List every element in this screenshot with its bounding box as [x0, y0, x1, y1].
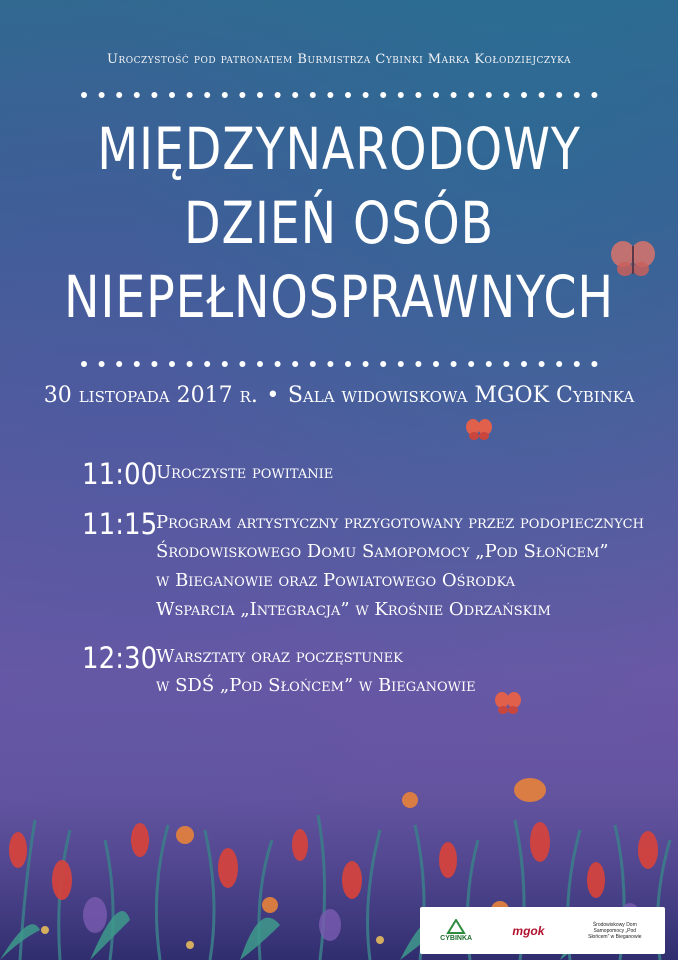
divider-dot	[468, 92, 474, 98]
dotted-divider-top	[80, 90, 600, 100]
divider-dot	[116, 92, 122, 98]
divider-dot	[134, 92, 140, 98]
schedule-line: w Bieganowie oraz Powiatowego Ośrodka	[156, 570, 516, 591]
divider-dot	[204, 92, 210, 98]
event-date: 30 listopada 2017 r.	[43, 383, 258, 408]
schedule-line: Uroczyste powitanie	[156, 462, 334, 483]
mgok-logo: mgok	[512, 923, 545, 938]
main-title	[0, 112, 678, 334]
divider-dot	[327, 361, 333, 367]
divider-dot	[521, 361, 527, 367]
schedule-line: Warsztaty oraz poczęstunek	[156, 646, 403, 667]
schedule	[82, 458, 662, 718]
divider-dot	[363, 92, 369, 98]
date-venue-line	[0, 383, 678, 408]
divider-dot	[415, 361, 421, 367]
schedule-time: 12:30	[82, 641, 158, 675]
schedule-description	[156, 458, 662, 490]
divider-dot	[398, 92, 404, 98]
divider-dot	[380, 361, 386, 367]
schedule-item	[82, 642, 662, 700]
divider-dot	[275, 361, 281, 367]
divider-dot	[151, 361, 157, 367]
divider-dot	[292, 361, 298, 367]
divider-dot	[99, 361, 105, 367]
divider-dot	[81, 92, 87, 98]
schedule-item	[82, 508, 662, 624]
schedule-description	[156, 508, 662, 624]
event-venue: Sala widowiskowa MGOK Cybinka	[287, 383, 635, 408]
divider-dot	[239, 92, 245, 98]
divider-dot	[169, 92, 175, 98]
butterfly-icon	[494, 690, 522, 716]
divider-dot	[81, 361, 87, 367]
dotted-divider-bottom	[80, 359, 600, 369]
sds-logo: Środowiskowy Dom Samopomocy „Pod Słońcem” w Bieganowie	[588, 921, 642, 940]
schedule-line: Wsparcia „Integracja” w Krośnie Odrzańskim	[156, 599, 551, 620]
schedule-time: 11:00	[82, 457, 158, 491]
divider-dot	[222, 92, 228, 98]
divider-dot	[204, 361, 210, 367]
divider-dot	[363, 361, 369, 367]
divider-dot	[275, 92, 281, 98]
schedule-item	[82, 458, 662, 490]
divider-dot	[556, 92, 562, 98]
schedule-line: w SDŚ „Pod Słońcem” w Bieganowie	[156, 675, 476, 696]
divider-dot	[539, 361, 545, 367]
divider-dot	[574, 92, 580, 98]
divider-dot	[99, 92, 105, 98]
title-line-2: DZIEŃ OSÓB	[184, 189, 494, 257]
sponsor-logos	[420, 907, 665, 954]
divider-dot	[591, 92, 597, 98]
divider-dot	[521, 92, 527, 98]
title-line-1: MIĘDZYNARODOWY	[97, 115, 581, 183]
schedule-line: Program artystyczny przygotowany przez podopiecznych	[156, 512, 644, 533]
divider-dot	[222, 361, 228, 367]
divider-dot	[187, 361, 193, 367]
butterfly-icon	[466, 418, 492, 442]
divider-dot	[187, 92, 193, 98]
divider-dot	[415, 92, 421, 98]
divider-dot	[539, 92, 545, 98]
divider-dot	[398, 361, 404, 367]
title-line-3: NIEPEŁNOSPRAWNYCH	[63, 263, 615, 331]
divider-dot	[116, 361, 122, 367]
divider-dot	[433, 361, 439, 367]
divider-dot	[503, 92, 509, 98]
divider-dot	[380, 92, 386, 98]
divider-dot	[574, 361, 580, 367]
divider-dot	[310, 92, 316, 98]
divider-dot	[451, 361, 457, 367]
divider-dot	[134, 361, 140, 367]
schedule-description	[156, 642, 662, 700]
divider-dot	[433, 92, 439, 98]
divider-dot	[257, 361, 263, 367]
separator-dot: •	[266, 383, 280, 408]
divider-dot	[468, 361, 474, 367]
divider-dot	[310, 361, 316, 367]
divider-dot	[556, 361, 562, 367]
divider-dot	[151, 92, 157, 98]
patronage-line: Uroczystość pod patronatem Burmistrza Cybinki Marka Kołodziejczyka	[107, 52, 571, 67]
schedule-line: Środowiskowego Domu Samopomocy „Pod Słońcem”	[156, 541, 609, 562]
divider-dot	[239, 361, 245, 367]
divider-dot	[257, 92, 263, 98]
cybinka-logo: CYBINKA	[440, 919, 472, 942]
divider-dot	[292, 92, 298, 98]
divider-dot	[345, 361, 351, 367]
divider-dot	[486, 361, 492, 367]
divider-dot	[503, 361, 509, 367]
divider-dot	[169, 361, 175, 367]
divider-dot	[327, 92, 333, 98]
recycle-leaf-icon	[446, 919, 466, 935]
divider-dot	[451, 92, 457, 98]
divider-dot	[591, 361, 597, 367]
divider-dot	[345, 92, 351, 98]
butterfly-icon	[610, 238, 656, 278]
divider-dot	[486, 92, 492, 98]
schedule-time: 11:15	[82, 507, 158, 541]
